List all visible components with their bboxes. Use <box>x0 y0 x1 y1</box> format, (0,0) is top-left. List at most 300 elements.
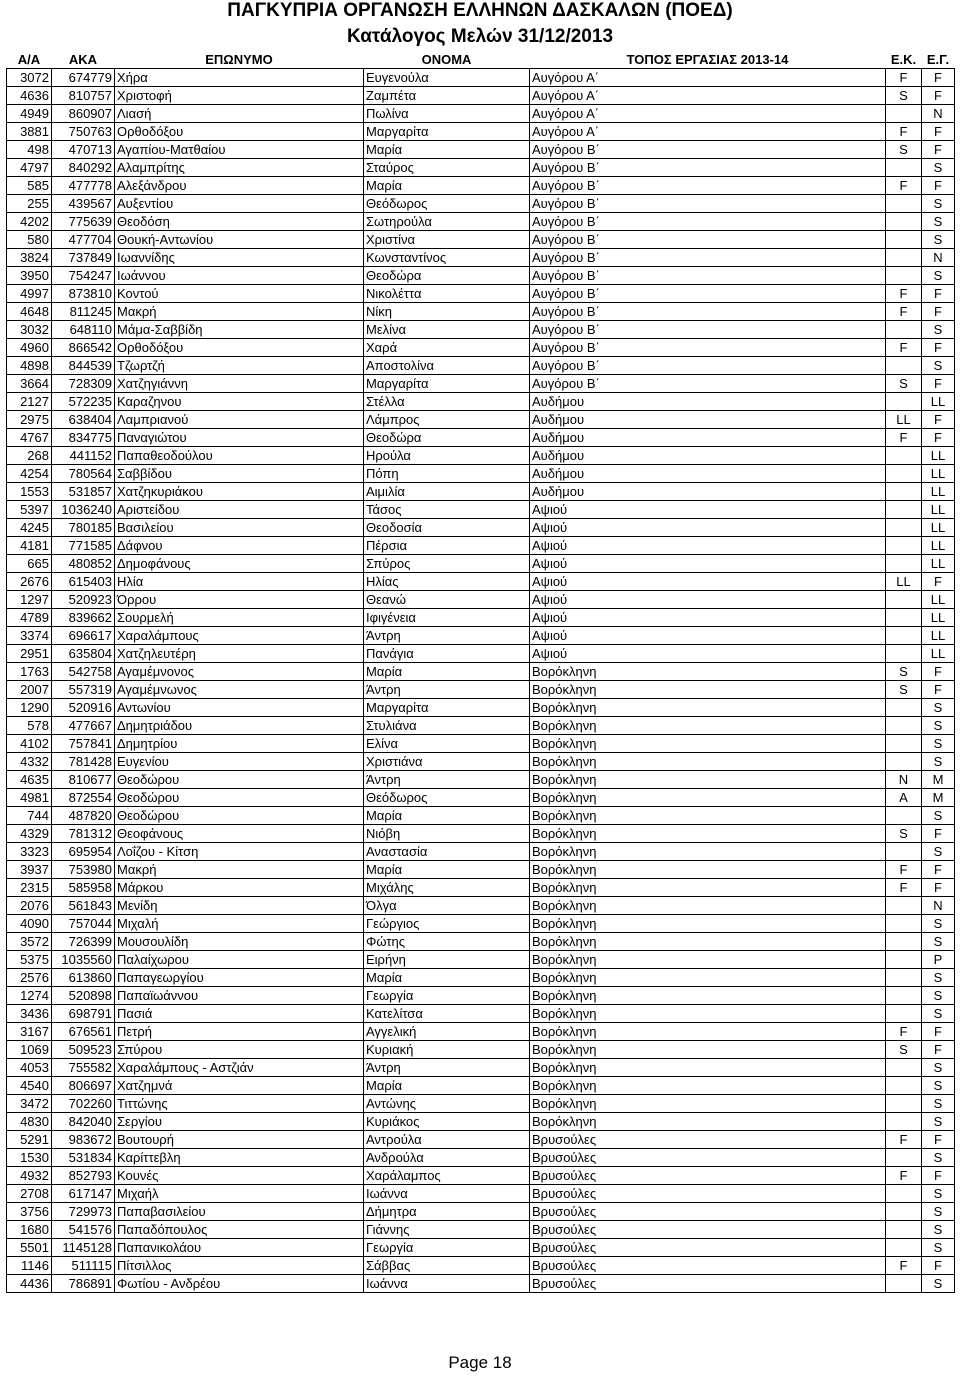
table-row <box>7 1131 955 1149</box>
cell-surname: Κοντού <box>115 285 364 303</box>
table-row <box>7 483 955 501</box>
table-row <box>7 177 955 195</box>
cell-aa: 580 <box>7 231 52 249</box>
cell-eg: F <box>922 375 955 393</box>
cell-aa: 3072 <box>7 69 52 87</box>
cell-eg: LL <box>922 555 955 573</box>
cell-aka: 520898 <box>52 987 115 1005</box>
cell-name: Μιχάλης <box>364 879 530 897</box>
cell-aa: 4898 <box>7 357 52 375</box>
cell-eg: F <box>922 339 955 357</box>
table-row <box>7 825 955 843</box>
cell-ek: S <box>886 375 922 393</box>
cell-ek <box>886 195 922 213</box>
cell-surname: Παπαθεοδούλου <box>115 447 364 465</box>
cell-ek <box>886 1239 922 1257</box>
members-table <box>6 51 955 1293</box>
cell-eg: S <box>922 807 955 825</box>
cell-eg: F <box>922 1257 955 1275</box>
cell-surname: Λιασή <box>115 105 364 123</box>
cell-ek <box>886 1203 922 1221</box>
table-row <box>7 1275 955 1293</box>
cell-aa: 4053 <box>7 1059 52 1077</box>
cell-aa: 1763 <box>7 663 52 681</box>
cell-aka: 786891 <box>52 1275 115 1293</box>
cell-name: Μαργαρίτα <box>364 123 530 141</box>
cell-name: Μαργαρίτα <box>364 375 530 393</box>
cell-aka: 674779 <box>52 69 115 87</box>
cell-aka: 750763 <box>52 123 115 141</box>
cell-workplace: Αυγόρου Α΄ <box>530 87 886 105</box>
cell-name: Κυριακή <box>364 1041 530 1059</box>
table-row <box>7 735 955 753</box>
cell-aka: 1145128 <box>52 1239 115 1257</box>
cell-aka: 1035560 <box>52 951 115 969</box>
cell-workplace: Βορόκληνη <box>530 915 886 933</box>
cell-surname: Αγαπίου-Ματθαίου <box>115 141 364 159</box>
column-header-aka: ΑΚΑ <box>52 51 115 69</box>
cell-surname: Καρίττεβλη <box>115 1149 364 1167</box>
cell-name: Χαράλαμπος <box>364 1167 530 1185</box>
table-row <box>7 411 955 429</box>
column-header-eg: Ε.Γ. <box>922 51 955 69</box>
table-row <box>7 87 955 105</box>
cell-surname: Δημητριάδου <box>115 717 364 735</box>
cell-name: Μαρία <box>364 663 530 681</box>
cell-surname: Παπαβασιλείου <box>115 1203 364 1221</box>
cell-surname: Σαββίδου <box>115 465 364 483</box>
cell-eg: F <box>922 825 955 843</box>
cell-name: Ζαμπέτα <box>364 87 530 105</box>
cell-name: Άντρη <box>364 627 530 645</box>
cell-workplace: Αυγόρου Β΄ <box>530 213 886 231</box>
cell-surname: Μακρή <box>115 303 364 321</box>
cell-surname: Παπαδόπουλος <box>115 1221 364 1239</box>
cell-eg: S <box>922 717 955 735</box>
cell-aa: 744 <box>7 807 52 825</box>
cell-workplace: Αυγόρου Β΄ <box>530 141 886 159</box>
cell-name: Πέρσια <box>364 537 530 555</box>
cell-surname: Βουτουρή <box>115 1131 364 1149</box>
table-row <box>7 303 955 321</box>
cell-eg: F <box>922 573 955 591</box>
cell-ek: S <box>886 663 922 681</box>
cell-surname: Χατζημνά <box>115 1077 364 1095</box>
cell-surname: Θεοφάνους <box>115 825 364 843</box>
cell-surname: Πίτσιλλος <box>115 1257 364 1275</box>
cell-surname: Μάμα-Σαββίδη <box>115 321 364 339</box>
cell-name: Γεωργία <box>364 987 530 1005</box>
cell-name: Θεόδωρος <box>364 789 530 807</box>
cell-aka: 509523 <box>52 1041 115 1059</box>
cell-ek <box>886 843 922 861</box>
table-body <box>7 69 955 1293</box>
cell-eg: M <box>922 771 955 789</box>
cell-aka: 511115 <box>52 1257 115 1275</box>
cell-workplace: Αυγόρου Β΄ <box>530 195 886 213</box>
cell-surname: Παπαγεωργίου <box>115 969 364 987</box>
cell-workplace: Αυγόρου Β΄ <box>530 303 886 321</box>
cell-eg: S <box>922 1059 955 1077</box>
cell-surname: Ιωαννίδης <box>115 249 364 267</box>
cell-name: Νιόβη <box>364 825 530 843</box>
cell-workplace: Βορόκληνη <box>530 987 886 1005</box>
cell-surname: Θουκή-Αντωνίου <box>115 231 364 249</box>
cell-eg: LL <box>922 591 955 609</box>
cell-aka: 477778 <box>52 177 115 195</box>
cell-ek <box>886 465 922 483</box>
cell-workplace: Αψιού <box>530 645 886 663</box>
cell-eg: S <box>922 699 955 717</box>
cell-surname: Χατζηγιάννη <box>115 375 364 393</box>
cell-ek <box>886 483 922 501</box>
cell-aa: 268 <box>7 447 52 465</box>
cell-eg: LL <box>922 483 955 501</box>
cell-name: Άντρη <box>364 1059 530 1077</box>
cell-workplace: Αψιού <box>530 519 886 537</box>
cell-workplace: Βρυσούλες <box>530 1149 886 1167</box>
cell-eg: N <box>922 249 955 267</box>
cell-workplace: Βορόκληνη <box>530 735 886 753</box>
table-row <box>7 573 955 591</box>
cell-aa: 4932 <box>7 1167 52 1185</box>
cell-aka: 520916 <box>52 699 115 717</box>
cell-name: Κυριάκος <box>364 1113 530 1131</box>
cell-eg: N <box>922 105 955 123</box>
cell-eg: S <box>922 1203 955 1221</box>
cell-surname: Ευγενίου <box>115 753 364 771</box>
cell-eg: F <box>922 1167 955 1185</box>
cell-name: Μαρία <box>364 1077 530 1095</box>
cell-aka: 757841 <box>52 735 115 753</box>
cell-workplace: Αυδήμου <box>530 483 886 501</box>
cell-aka: 811245 <box>52 303 115 321</box>
cell-aa: 2676 <box>7 573 52 591</box>
cell-surname: Χαραλάμπους - Αστζιάν <box>115 1059 364 1077</box>
cell-aa: 4102 <box>7 735 52 753</box>
cell-aka: 541576 <box>52 1221 115 1239</box>
cell-eg: F <box>922 303 955 321</box>
cell-workplace: Βρυσούλες <box>530 1221 886 1239</box>
cell-aa: 3756 <box>7 1203 52 1221</box>
cell-name: Ευγενούλα <box>364 69 530 87</box>
cell-workplace: Βορόκληνη <box>530 1005 886 1023</box>
cell-name: Αντώνης <box>364 1095 530 1113</box>
cell-surname: Δημητρίου <box>115 735 364 753</box>
cell-aa: 3167 <box>7 1023 52 1041</box>
cell-name: Στυλιάνα <box>364 717 530 735</box>
cell-aa: 4636 <box>7 87 52 105</box>
table-row <box>7 879 955 897</box>
cell-eg: S <box>922 1005 955 1023</box>
cell-ek <box>886 645 922 663</box>
cell-ek <box>886 1095 922 1113</box>
table-row <box>7 933 955 951</box>
cell-name: Θεοδοσία <box>364 519 530 537</box>
table-row <box>7 321 955 339</box>
cell-eg: LL <box>922 393 955 411</box>
cell-ek <box>886 393 922 411</box>
cell-workplace: Βρυσούλες <box>530 1275 886 1293</box>
cell-surname: Θεοδώρου <box>115 771 364 789</box>
cell-name: Σωτηρούλα <box>364 213 530 231</box>
cell-aa: 4789 <box>7 609 52 627</box>
cell-aka: 860907 <box>52 105 115 123</box>
cell-surname: Ορθοδόξου <box>115 123 364 141</box>
cell-name: Ελίνα <box>364 735 530 753</box>
cell-eg: S <box>922 987 955 1005</box>
cell-workplace: Βορόκληνη <box>530 663 886 681</box>
table-row <box>7 1185 955 1203</box>
cell-aa: 4254 <box>7 465 52 483</box>
cell-eg: S <box>922 159 955 177</box>
table-row <box>7 195 955 213</box>
cell-aa: 585 <box>7 177 52 195</box>
cell-eg: F <box>922 285 955 303</box>
cell-ek <box>886 627 922 645</box>
cell-aa: 3374 <box>7 627 52 645</box>
cell-ek <box>886 609 922 627</box>
cell-eg: S <box>922 1185 955 1203</box>
cell-workplace: Αυγόρου Β΄ <box>530 231 886 249</box>
cell-workplace: Βορόκληνη <box>530 1041 886 1059</box>
cell-name: Κωνσταντίνος <box>364 249 530 267</box>
page-number: Page 18 <box>448 1353 512 1372</box>
cell-workplace: Βορόκληνη <box>530 951 886 969</box>
cell-surname: Αγαμέμνωνος <box>115 681 364 699</box>
cell-ek <box>886 159 922 177</box>
cell-aa: 498 <box>7 141 52 159</box>
cell-workplace: Αυγόρου Β΄ <box>530 177 886 195</box>
table-row <box>7 555 955 573</box>
table-row <box>7 213 955 231</box>
cell-eg: S <box>922 933 955 951</box>
cell-aka: 613860 <box>52 969 115 987</box>
cell-ek: S <box>886 141 922 159</box>
cell-aa: 2975 <box>7 411 52 429</box>
cell-aa: 4329 <box>7 825 52 843</box>
cell-ek: F <box>886 123 922 141</box>
cell-workplace: Αυδήμου <box>530 465 886 483</box>
cell-eg: F <box>922 123 955 141</box>
table-row <box>7 357 955 375</box>
cell-surname: Λαμπριανού <box>115 411 364 429</box>
table-row <box>7 141 955 159</box>
table-row <box>7 1221 955 1239</box>
cell-ek <box>886 231 922 249</box>
cell-workplace: Βορόκληνη <box>530 789 886 807</box>
cell-name: Αιμιλία <box>364 483 530 501</box>
cell-aka: 873810 <box>52 285 115 303</box>
table-row <box>7 1257 955 1275</box>
cell-eg: LL <box>922 519 955 537</box>
cell-aka: 839662 <box>52 609 115 627</box>
cell-workplace: Αυγόρου Β΄ <box>530 267 886 285</box>
cell-name: Φώτης <box>364 933 530 951</box>
cell-surname: Ορθοδόξου <box>115 339 364 357</box>
cell-workplace: Βορόκληνη <box>530 1113 886 1131</box>
cell-aka: 441152 <box>52 447 115 465</box>
cell-aa: 2708 <box>7 1185 52 1203</box>
cell-aa: 3436 <box>7 1005 52 1023</box>
cell-surname: Τιττώνης <box>115 1095 364 1113</box>
cell-aa: 4181 <box>7 537 52 555</box>
cell-surname: Μιχαήλ <box>115 1185 364 1203</box>
document-title: ΠΑΓΚΥΠΡΙΑ ΟΡΓΑΝΩΣΗ ΕΛΛΗΝΩΝ ΔΑΣΚΑΛΩΝ (ΠΟΕΔ) <box>227 0 733 21</box>
cell-aa: 2315 <box>7 879 52 897</box>
cell-ek <box>886 897 922 915</box>
cell-name: Μαρία <box>364 969 530 987</box>
cell-surname: Αλαμπρίτης <box>115 159 364 177</box>
cell-surname: Δημοφάνους <box>115 555 364 573</box>
cell-workplace: Αψιού <box>530 573 886 591</box>
cell-ek <box>886 915 922 933</box>
cell-surname: Αυξεντίου <box>115 195 364 213</box>
table-row <box>7 861 955 879</box>
cell-workplace: Βορόκληνη <box>530 753 886 771</box>
table-row <box>7 69 955 87</box>
cell-aa: 4830 <box>7 1113 52 1131</box>
cell-aa: 3032 <box>7 321 52 339</box>
cell-aa: 3572 <box>7 933 52 951</box>
cell-surname: Χήρα <box>115 69 364 87</box>
cell-aka: 810757 <box>52 87 115 105</box>
cell-name: Σπύρος <box>364 555 530 573</box>
cell-aka: 840292 <box>52 159 115 177</box>
cell-aa: 2127 <box>7 393 52 411</box>
table-row <box>7 1239 955 1257</box>
table-row <box>7 1005 955 1023</box>
cell-aa: 4960 <box>7 339 52 357</box>
cell-aa: 1530 <box>7 1149 52 1167</box>
cell-surname: Θεοδώρου <box>115 807 364 825</box>
cell-aka: 842040 <box>52 1113 115 1131</box>
cell-ek <box>886 1149 922 1167</box>
cell-name: Σάββας <box>364 1257 530 1275</box>
cell-eg: F <box>922 879 955 897</box>
cell-ek <box>886 555 922 573</box>
cell-eg: LL <box>922 627 955 645</box>
cell-aa: 1274 <box>7 987 52 1005</box>
cell-workplace: Αυγόρου Α΄ <box>530 69 886 87</box>
cell-eg: S <box>922 1149 955 1167</box>
cell-surname: Ηλία <box>115 573 364 591</box>
cell-name: Δήμητρα <box>364 1203 530 1221</box>
cell-aka: 781312 <box>52 825 115 843</box>
table-row <box>7 753 955 771</box>
cell-aka: 775639 <box>52 213 115 231</box>
cell-surname: Μάρκου <box>115 879 364 897</box>
cell-aka: 561843 <box>52 897 115 915</box>
cell-surname: Χατζηκυριάκου <box>115 483 364 501</box>
cell-aa: 2076 <box>7 897 52 915</box>
cell-workplace: Βορόκληνη <box>530 699 886 717</box>
cell-workplace: Αψιού <box>530 627 886 645</box>
cell-workplace: Βρυσούλες <box>530 1203 886 1221</box>
cell-surname: Πετρή <box>115 1023 364 1041</box>
cell-surname: Φωτίου - Ανδρέου <box>115 1275 364 1293</box>
cell-aka: 696617 <box>52 627 115 645</box>
table-row <box>7 915 955 933</box>
table-row <box>7 609 955 627</box>
cell-surname: Θεοδώρου <box>115 789 364 807</box>
cell-name: Μαρία <box>364 141 530 159</box>
cell-workplace: Αυγόρου Β΄ <box>530 285 886 303</box>
table-row <box>7 1203 955 1221</box>
cell-aa: 3881 <box>7 123 52 141</box>
cell-ek <box>886 699 922 717</box>
cell-aka: 771585 <box>52 537 115 555</box>
table-row <box>7 627 955 645</box>
cell-aa: 2576 <box>7 969 52 987</box>
cell-workplace: Βορόκληνη <box>530 933 886 951</box>
cell-ek <box>886 501 922 519</box>
cell-name: Γεωργία <box>364 1239 530 1257</box>
table-row <box>7 267 955 285</box>
cell-aa: 1553 <box>7 483 52 501</box>
cell-eg: S <box>922 915 955 933</box>
cell-workplace: Βρυσούλες <box>530 1167 886 1185</box>
cell-surname: Χριστοφή <box>115 87 364 105</box>
cell-aa: 4332 <box>7 753 52 771</box>
cell-workplace: Βρυσούλες <box>530 1185 886 1203</box>
cell-aka: 753980 <box>52 861 115 879</box>
cell-surname: Αντωνίου <box>115 699 364 717</box>
cell-workplace: Βορόκληνη <box>530 1023 886 1041</box>
cell-workplace: Βρυσούλες <box>530 1257 886 1275</box>
cell-eg: F <box>922 1023 955 1041</box>
cell-aka: 757044 <box>52 915 115 933</box>
cell-aa: 1146 <box>7 1257 52 1275</box>
cell-aa: 4245 <box>7 519 52 537</box>
cell-workplace: Βορόκληνη <box>530 771 886 789</box>
cell-aka: 617147 <box>52 1185 115 1203</box>
cell-surname: Όρρου <box>115 591 364 609</box>
cell-aka: 702260 <box>52 1095 115 1113</box>
cell-ek <box>886 1113 922 1131</box>
cell-ek <box>886 753 922 771</box>
cell-ek <box>886 267 922 285</box>
cell-surname: Ιωάννου <box>115 267 364 285</box>
cell-ek <box>886 447 922 465</box>
cell-eg: S <box>922 843 955 861</box>
cell-eg: S <box>922 753 955 771</box>
cell-aka: 477704 <box>52 231 115 249</box>
cell-ek <box>886 1185 922 1203</box>
table-row <box>7 123 955 141</box>
cell-name: Ηλίας <box>364 573 530 591</box>
cell-name: Ηρούλα <box>364 447 530 465</box>
cell-name: Ιωάννα <box>364 1185 530 1203</box>
table-row <box>7 231 955 249</box>
cell-workplace: Αυγόρου Α΄ <box>530 105 886 123</box>
cell-aa: 3323 <box>7 843 52 861</box>
cell-aa: 4648 <box>7 303 52 321</box>
cell-name: Στέλλα <box>364 393 530 411</box>
cell-aka: 585958 <box>52 879 115 897</box>
cell-ek <box>886 105 922 123</box>
cell-aa: 4436 <box>7 1275 52 1293</box>
cell-workplace: Αυγόρου Β΄ <box>530 339 886 357</box>
cell-aka: 780185 <box>52 519 115 537</box>
table-row <box>7 843 955 861</box>
table-row <box>7 969 955 987</box>
cell-name: Όλγα <box>364 897 530 915</box>
cell-workplace: Βορόκληνη <box>530 807 886 825</box>
cell-surname: Δάφνου <box>115 537 364 555</box>
cell-ek: F <box>886 429 922 447</box>
cell-aka: 531857 <box>52 483 115 501</box>
